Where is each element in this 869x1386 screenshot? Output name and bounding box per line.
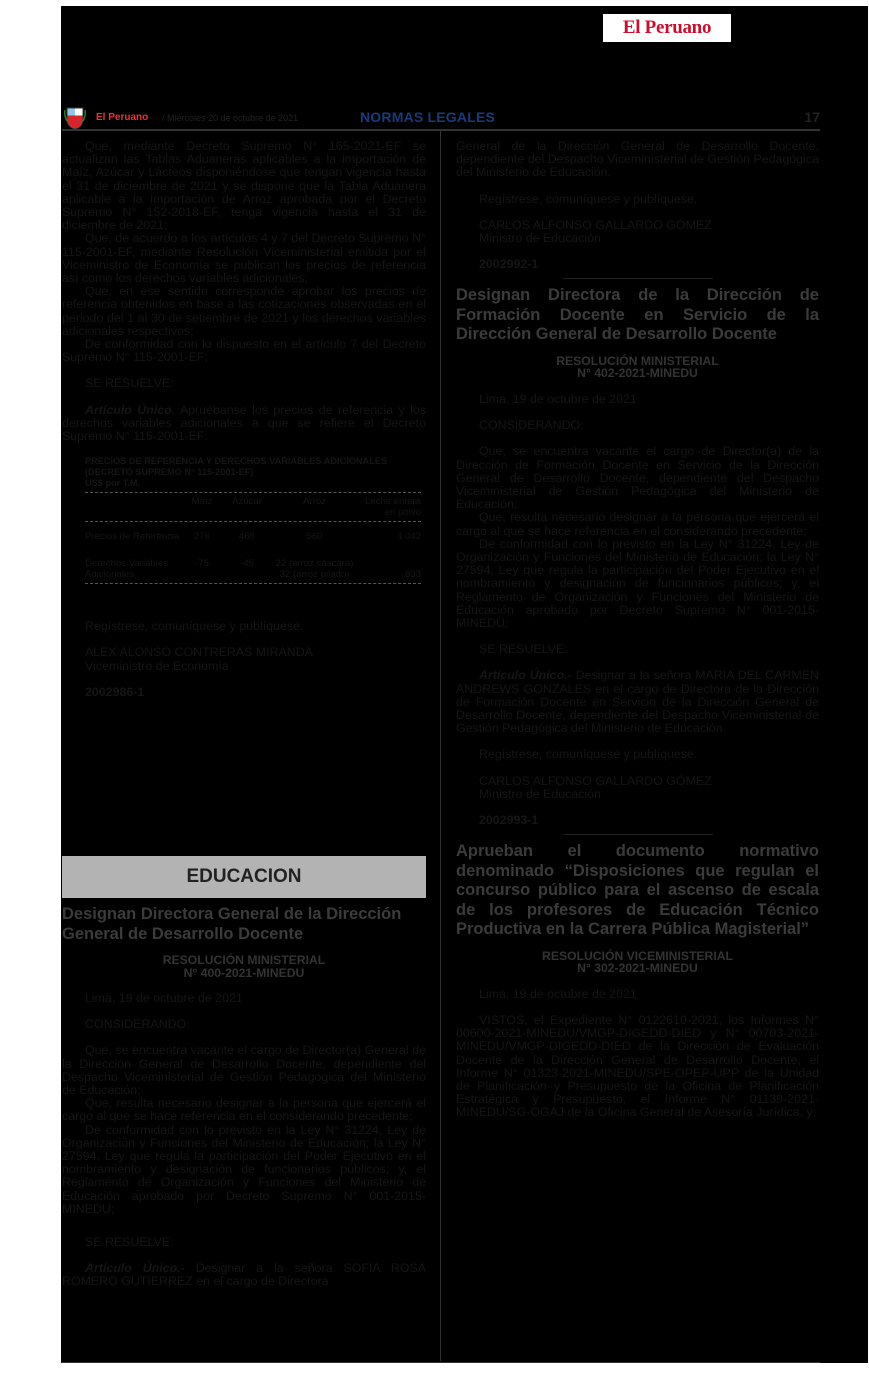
table-unit: US$ por T.M.: [85, 478, 141, 489]
paragraph: Que, en ese sentido corresponde aprobar los precios de referencia obtenidos en base a las cotizaciones observadas en el periodo del 1 al 30 de setiembre de 2021 y los derechos variables adicionales respectivos;: [62, 284, 426, 338]
article-paragraph: [456, 669, 819, 735]
paragraph: Que, resulta necesario designar a la persona que ejercerá el cargo al que se hace referencia en el considerando precedente;: [62, 1096, 426, 1124]
headline: Designan Directora de la Dirección de Formación Docente en Servicio de la Dirección General de Desarrollo Docente: [456, 286, 819, 344]
vistos-paragraph: VISTOS, el Expediente N° 0122610-2021, los Informes N° 00600-2021-MINEDU/VMGP-DIGEDD-DIED y N° 00703-2021-MINEDU/VMGP-DIGEDD-DIED de la Dirección de Evaluación Docente de la Dirección General de Desarrollo Docente, el Informe N° 01323-2021-MINEDU/SPE-OPEP-UPP de la Unidad de Planificación y Presupuesto de la Oficina de Planificación Estratégica y Presupuesto, el Informe N° 01139-2021-MINEDU/SG-OGAJ de la Oficina General de Asesoría Jurídica, y;: [456, 1012, 819, 1120]
resolution-number: N° 402-2021-MINEDU: [577, 366, 698, 381]
article-text: Designar a la señora SOFIA ROSA ROMERO GUTIERREZ en el cargo de Directora: [62, 1261, 426, 1289]
signatory-name: CARLOS ALFONSO GALLARDO GÓMEZ: [479, 773, 712, 788]
footer-rule: [62, 1362, 820, 1363]
left-column: [62, 140, 426, 699]
page-header: [62, 106, 818, 128]
document-code: 2002986-1: [85, 684, 145, 699]
left-column-lower: [62, 905, 426, 1289]
el-peruano-logo: [603, 14, 731, 42]
table-row: Derechos Variables Adicionales -75 -45 22 (arroz cáscara) 32 (arroz pilado) -833: [85, 558, 421, 581]
resolution-type: RESOLUCIÓN MINISTERIAL: [162, 953, 326, 967]
paragraph: Que, se encuentra vacante el cargo de Director(a) General de la Dirección General de Desarrollo Docente, dependiente del Despacho Viceministerial de Gestión Pedagógica del Ministerio de Educación;: [62, 1043, 426, 1098]
closing-formula: Regístrese, comuníquese y publíquese.: [479, 747, 698, 762]
paragraph: De conformidad con lo previsto en la Ley N° 31224, Ley de Organización y Funciones del Ministerio de Educación; la Ley N° 27594, Ley que regula la participación del Poder Ejecutivo en el nombramiento y designación de funcionarios públicos; y, el Reglamento de Organización y Funciones del Ministerio de Educación aprobado por Decreto Supremo N° 001-2015-MINEDU;: [456, 536, 819, 630]
paragraph: De conformidad con lo dispuesto en el artículo 7 del Decreto Supremo N° 115-2001-EF;: [62, 337, 426, 365]
se-resuelve: SE RESUELVE:: [85, 376, 174, 391]
paragraph: Que, mediante Decreto Supremo N° 165-2021-EF se actualizan las Tablas Aduaneras aplicables a la importación de Maíz, Azúcar y Lácteos disponiéndose que tengan vigencia hasta el 31 de diciembre de 2021 y se dispone que la Tabla Aduanera aplicable a la importación de Arroz aprobada por el Decreto Supremo N° 152-2018-EF, tenga vigencia hasta el 31 de diciembre de 2021;: [62, 139, 426, 233]
right-column: [456, 140, 819, 1120]
paragraph: Que, resulta necesario designar a la persona que ejercerá el cargo al que se hace referencia en el considerando precedente;: [456, 510, 819, 538]
headline: Designan Directora General de la Dirección General de Desarrollo Docente: [62, 905, 402, 943]
date-line: Lima, 19 de octubre de 2021: [479, 986, 637, 1001]
date-line: Lima, 19 de octubre de 2021: [85, 991, 243, 1005]
resolution-number: N° 400-2021-MINEDU: [183, 965, 305, 980]
paragraph: General de la Dirección General de Desarrollo Docente, dependiente del Despacho Viceministerial de Gestión Pedagógica del Ministerio de Educación.: [456, 139, 819, 180]
paragraph: Que, se encuentra vacante el cargo de Director(a) de la Dirección de Formación Docente en Servicio de la Dirección General de Desarrollo Docente, dependiente del Despacho Viceministerial de Gestión Pedagógica del Ministerio de Educación;: [456, 444, 819, 512]
table-row: Precios de Referencia 276 466 560 4 042: [85, 531, 421, 543]
document-code: 2002992-1: [479, 257, 539, 272]
article-label: Artículo Único.-: [479, 668, 572, 683]
coat-of-arms-icon: [64, 106, 86, 130]
date-line: Lima, 19 de octubre de 2021: [479, 391, 637, 406]
paragraph: De conformidad con lo previsto en la Ley N° 31224, Ley de Organización y Funciones del Ministerio de Educación; la Ley N° 27594, Ley que regula la participación del Poder Ejecutivo en el nombramiento y designación de funcionarios públicos; y, el Reglamento de Organización y Funciones del Ministerio de Educación aprobado por Decreto Supremo N° 001-2015-MINEDU;: [62, 1122, 426, 1216]
header-date: / Miércoles 20 de octubre de 2021: [162, 113, 299, 123]
article-paragraph: [62, 1262, 426, 1288]
separator: [563, 834, 713, 835]
considerando: CONSIDERANDO:: [85, 1017, 190, 1032]
closing-formula: Regístrese, comuníquese y publíquese.: [479, 191, 698, 206]
table-header-row: [85, 496, 421, 518]
article-paragraph: [62, 404, 426, 444]
header-brand: El Peruano: [96, 112, 149, 123]
table-subtitle: (DECRETO SUPREMO N° 115-2001-EF): [85, 467, 254, 478]
signatory-name: CARLOS ALFONSO GALLARDO GÓMEZ: [479, 217, 712, 232]
headline: Aprueban el documento normativo denominado “Disposiciones que regulan el concurso público para el ascenso de escala de los profesores de Educación Técnico Productiva en la Carrera Pública Magisterial”: [456, 842, 819, 939]
resolution-number: N° 302-2021-MINEDU: [577, 961, 698, 976]
document-code: 2002993-1: [479, 813, 539, 827]
resolution-type: RESOLUCIÓN MINISTERIAL: [556, 353, 719, 368]
header-leche: Leche entera en polvo: [364, 496, 421, 519]
signatory-role: Viceministro de Economía: [85, 658, 229, 673]
header-section-title: NORMAS LEGALES: [360, 109, 496, 125]
article-text: Designar a la señora MARIA DEL CARMEN ANDREWS GONZALES en el cargo de Directora de la Dirección de Formación Docente en Servicio de la Dirección General de Desarrollo Docente, dependiente del Despacho Viceministerial de Gestión Pedagógica del Ministerio de Educación.: [456, 668, 819, 736]
signatory-role: Ministro de Educación: [479, 231, 601, 246]
column-divider: [440, 131, 441, 1361]
section-banner: EDUCACION: [62, 856, 426, 898]
header-maiz: Maíz: [191, 496, 213, 508]
header-rule: [62, 129, 820, 131]
signatory-name: ALEX ALONSO CONTRERAS MIRANDA: [85, 645, 313, 660]
header-arroz: Arroz: [303, 496, 326, 508]
resolution-type: RESOLUCIÓN VICEMINISTERIAL: [542, 948, 733, 963]
considerando: CONSIDERANDO:: [479, 418, 584, 433]
page-number: 17: [804, 109, 820, 125]
article-text: Apruébanse los precios de referencia y los derechos variables adicionales a que se refiere el Decreto Supremo N° 115-2001-EF:: [62, 402, 426, 444]
article-label: Artículo Único.: [85, 402, 176, 417]
article-label: Artículo Único.-: [85, 1261, 185, 1276]
logo-text: El Peruano: [622, 17, 712, 38]
se-resuelve: SE RESUELVE:: [479, 642, 568, 657]
price-table: [85, 456, 421, 584]
table-title: PRECIOS DE REFERENCIA Y DERECHOS VARIABLES ADICIONALES: [85, 456, 388, 467]
separator: [563, 278, 713, 279]
header-azucar: Azúcar: [232, 496, 262, 508]
closing-formula: Regístrese, comuníquese y publíquese.: [85, 619, 304, 634]
paragraph: Que, de acuerdo a los artículos 4 y 7 del Decreto Supremo N° 115-2001-EF, mediante Resolución Viceministerial emitida por el Viceministro de Economía se publican los precios de referencia así como los derechos variables adicionales;: [62, 231, 426, 286]
signatory-role: Ministro de Educación: [479, 786, 601, 801]
se-resuelve: SE RESUELVE:: [85, 1235, 174, 1250]
